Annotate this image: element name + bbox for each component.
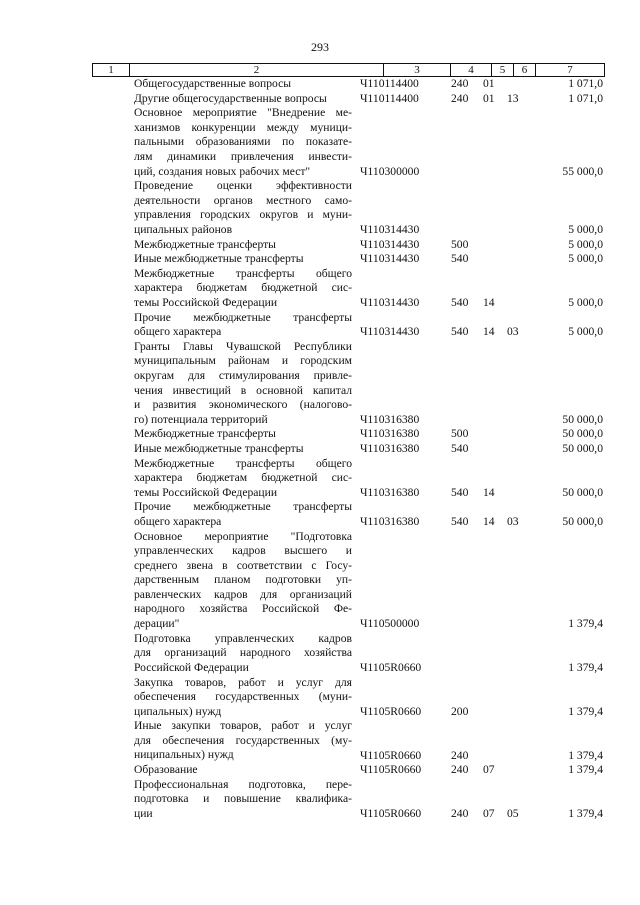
item-name-line: ниципальных) нужд bbox=[134, 748, 234, 762]
item-name-line: Основное мероприятие "Подготовка bbox=[134, 529, 352, 543]
target-code: Ч110316380 bbox=[360, 514, 420, 528]
table-row bbox=[0, 778, 640, 822]
item-name-line: Образование bbox=[134, 763, 198, 777]
table-row bbox=[0, 238, 640, 253]
table-row bbox=[0, 457, 640, 501]
item-name-line: Проведение оценки эффективности bbox=[134, 179, 352, 193]
item-name-line: Основное мероприятие "Внедрение ме- bbox=[134, 106, 352, 120]
item-name-line: Межбюджетные трансферты bbox=[134, 237, 276, 251]
item-name-line: темы Российской Федерации bbox=[134, 295, 278, 309]
row-values bbox=[0, 77, 640, 92]
amount: 1 379,4 bbox=[568, 763, 603, 777]
table-row bbox=[0, 311, 640, 340]
amount: 1 379,4 bbox=[568, 704, 603, 718]
amount: 1 071,0 bbox=[568, 77, 603, 90]
column-header-5: 5 bbox=[492, 64, 514, 77]
item-name-line: дарственным планом подготовки уп- bbox=[134, 573, 352, 587]
item-name-line: Межбюджетные трансферты bbox=[134, 427, 276, 441]
row-values bbox=[0, 252, 640, 267]
target-code: Ч1105R0660 bbox=[360, 806, 422, 820]
item-name-line: характера бюджетам бюджетной сис- bbox=[134, 281, 352, 295]
table-row bbox=[0, 500, 640, 529]
expense-type: 240 bbox=[451, 806, 469, 820]
expense-type: 240 bbox=[451, 91, 469, 105]
expense-type: 540 bbox=[451, 514, 469, 528]
row-values bbox=[0, 92, 640, 107]
target-code: Ч110314430 bbox=[360, 295, 420, 309]
item-name-line: темы Российской Федерации bbox=[134, 485, 278, 499]
table-row bbox=[0, 719, 640, 763]
target-code: Ч110114400 bbox=[360, 91, 419, 105]
expense-type: 540 bbox=[451, 252, 469, 266]
item-name-line: Иные межбюджетные трансферты bbox=[134, 441, 304, 455]
table-row bbox=[0, 267, 640, 311]
row-values bbox=[0, 442, 640, 457]
column-header-7: 7 bbox=[536, 64, 605, 77]
target-code: Ч110314430 bbox=[360, 252, 420, 266]
table-row bbox=[0, 179, 640, 237]
row-values bbox=[0, 749, 640, 764]
amount: 50 000,0 bbox=[562, 427, 603, 441]
item-name-line: Гранты Главы Чувашской Республики bbox=[134, 339, 352, 353]
item-name-line: Иные закупки товаров, работ и услуг bbox=[134, 719, 352, 733]
item-name-line: и развития экономического (налогово- bbox=[134, 398, 352, 412]
target-code: Ч1105R0660 bbox=[360, 763, 422, 777]
budget-rows bbox=[0, 77, 640, 821]
item-name-line: пальными образованиями по показате- bbox=[134, 135, 352, 149]
item-name-line: общего характера bbox=[134, 514, 222, 528]
amount: 50 000,0 bbox=[562, 412, 603, 426]
row-values bbox=[0, 325, 640, 340]
item-name-line: Прочие межбюджетные трансферты bbox=[134, 500, 352, 514]
item-name-line: округам для стимулирования привле- bbox=[134, 368, 352, 382]
item-name-line: для организаций народного хозяйства bbox=[134, 646, 352, 660]
row-values bbox=[0, 661, 640, 676]
amount: 50 000,0 bbox=[562, 485, 603, 499]
target-code: Ч110314430 bbox=[360, 222, 420, 236]
column-header-4: 4 bbox=[451, 64, 492, 77]
amount: 5 000,0 bbox=[568, 222, 603, 236]
item-name-line: Российской Федерации bbox=[134, 660, 249, 674]
section-code: 14 bbox=[483, 325, 495, 339]
item-name-line: среднего звена в соответствии с Госу- bbox=[134, 558, 352, 572]
item-name-line: дерации" bbox=[134, 617, 180, 631]
table-row bbox=[0, 442, 640, 457]
table-row bbox=[0, 763, 640, 778]
amount: 5 000,0 bbox=[568, 325, 603, 339]
amount: 1 379,4 bbox=[568, 748, 603, 762]
expense-type: 500 bbox=[451, 427, 469, 441]
column-header-6: 6 bbox=[514, 64, 536, 77]
table-row bbox=[0, 106, 640, 179]
item-name-line: подготовка и повышение квалифика- bbox=[134, 792, 352, 806]
row-values bbox=[0, 165, 640, 180]
expense-type: 240 bbox=[451, 77, 469, 90]
target-code: Ч110316380 bbox=[360, 412, 420, 426]
item-name-line: деятельности органов местного само- bbox=[134, 193, 352, 207]
expense-type: 200 bbox=[451, 704, 469, 718]
item-name-line: равленческих кадров для организаций bbox=[134, 587, 352, 601]
amount: 5 000,0 bbox=[568, 237, 603, 251]
item-name-line: Подготовка управленческих кадров bbox=[134, 631, 352, 645]
table-row bbox=[0, 77, 640, 92]
item-name-line: Межбюджетные трансферты общего bbox=[134, 456, 352, 470]
amount: 5 000,0 bbox=[568, 295, 603, 309]
target-code: Ч110316380 bbox=[360, 427, 420, 441]
expense-type: 540 bbox=[451, 441, 469, 455]
expense-type: 540 bbox=[451, 485, 469, 499]
table-row bbox=[0, 427, 640, 442]
section-code: 07 bbox=[483, 763, 495, 777]
row-values bbox=[0, 486, 640, 501]
column-header-table bbox=[92, 63, 605, 77]
amount: 1 379,4 bbox=[568, 617, 603, 631]
column-header-row bbox=[93, 64, 605, 77]
page-number: 293 bbox=[311, 40, 329, 54]
row-values bbox=[0, 223, 640, 238]
table-row bbox=[0, 252, 640, 267]
row-values bbox=[0, 296, 640, 311]
target-code: Ч110314430 bbox=[360, 237, 420, 251]
amount: 1 379,4 bbox=[568, 660, 603, 674]
section-code: 07 bbox=[483, 806, 495, 820]
item-name-line: ципальных районов bbox=[134, 222, 233, 236]
row-values bbox=[0, 617, 640, 632]
item-name-line: Закупка товаров, работ и услуг для bbox=[134, 675, 352, 689]
item-name-line: Иные межбюджетные трансферты bbox=[134, 252, 304, 266]
item-name-line: лям динамики привлечения инвести- bbox=[134, 149, 352, 163]
row-values bbox=[0, 238, 640, 253]
column-header-3: 3 bbox=[384, 64, 451, 77]
section-code: 14 bbox=[483, 485, 495, 499]
item-name-line: муниципальным районам и городским bbox=[134, 354, 352, 368]
section-code: 01 bbox=[483, 77, 495, 90]
item-name-line: Другие общегосударственные вопросы bbox=[134, 91, 327, 105]
row-values bbox=[0, 515, 640, 530]
item-name-line: ципальных) нужд bbox=[134, 704, 222, 718]
item-name-line: управления городских округов и муни- bbox=[134, 208, 352, 222]
row-values bbox=[0, 763, 640, 778]
item-name-line: Профессиональная подготовка, пере- bbox=[134, 777, 352, 791]
table-row bbox=[0, 676, 640, 720]
item-name-line: ции bbox=[134, 806, 153, 820]
item-name-line: ций, создания новых рабочих мест" bbox=[134, 164, 311, 178]
target-code: Ч110114400 bbox=[360, 77, 419, 90]
item-name-line: Межбюджетные трансферты общего bbox=[134, 266, 352, 280]
table-row bbox=[0, 632, 640, 676]
section-code: 14 bbox=[483, 514, 495, 528]
row-values bbox=[0, 705, 640, 720]
item-name-line: чения инвестиций в основной капитал bbox=[134, 383, 352, 397]
target-code: Ч1105R0660 bbox=[360, 704, 422, 718]
expense-type: 500 bbox=[451, 237, 469, 251]
table-row bbox=[0, 340, 640, 428]
row-values bbox=[0, 427, 640, 442]
table-row bbox=[0, 92, 640, 107]
target-code: Ч110500000 bbox=[360, 617, 420, 631]
target-code: Ч110316380 bbox=[360, 441, 420, 455]
target-code: Ч1105R0660 bbox=[360, 660, 422, 674]
item-name-line: управленческих кадров высшего и bbox=[134, 544, 352, 558]
subsection-code: 13 bbox=[507, 91, 519, 105]
expense-type: 540 bbox=[451, 295, 469, 309]
section-code: 14 bbox=[483, 295, 495, 309]
row-values bbox=[0, 413, 640, 428]
amount: 50 000,0 bbox=[562, 514, 603, 528]
amount: 55 000,0 bbox=[562, 164, 603, 178]
row-values bbox=[0, 807, 640, 822]
subsection-code: 03 bbox=[507, 514, 519, 528]
target-code: Ч110316380 bbox=[360, 485, 420, 499]
column-header-1: 1 bbox=[93, 64, 130, 77]
target-code: Ч110314430 bbox=[360, 325, 420, 339]
item-name-line: обеспечения государственных (муни- bbox=[134, 690, 352, 704]
amount: 1 379,4 bbox=[568, 806, 603, 820]
column-header-2: 2 bbox=[130, 64, 384, 77]
item-name-line: Общегосударственные вопросы bbox=[134, 77, 292, 90]
item-name-line: Прочие межбюджетные трансферты bbox=[134, 310, 352, 324]
table-row bbox=[0, 530, 640, 632]
expense-type: 240 bbox=[451, 763, 469, 777]
item-name-line: го) потенциала территорий bbox=[134, 412, 268, 426]
section-code: 01 bbox=[483, 91, 495, 105]
amount: 5 000,0 bbox=[568, 252, 603, 266]
item-name-line: народного хозяйства Российской Фе- bbox=[134, 602, 352, 616]
item-name-line: характера бюджетам бюджетной сис- bbox=[134, 471, 352, 485]
target-code: Ч1105R0660 bbox=[360, 748, 422, 762]
item-name-line: общего характера bbox=[134, 325, 222, 339]
target-code: Ч110300000 bbox=[360, 164, 420, 178]
subsection-code: 03 bbox=[507, 325, 519, 339]
item-name-line: ханизмов конкуренции между муници- bbox=[134, 120, 352, 134]
subsection-code: 05 bbox=[507, 806, 519, 820]
amount: 1 071,0 bbox=[568, 91, 603, 105]
amount: 50 000,0 bbox=[562, 441, 603, 455]
expense-type: 240 bbox=[451, 748, 469, 762]
item-name-line: для обеспечения государственных (му- bbox=[134, 733, 352, 747]
expense-type: 540 bbox=[451, 325, 469, 339]
